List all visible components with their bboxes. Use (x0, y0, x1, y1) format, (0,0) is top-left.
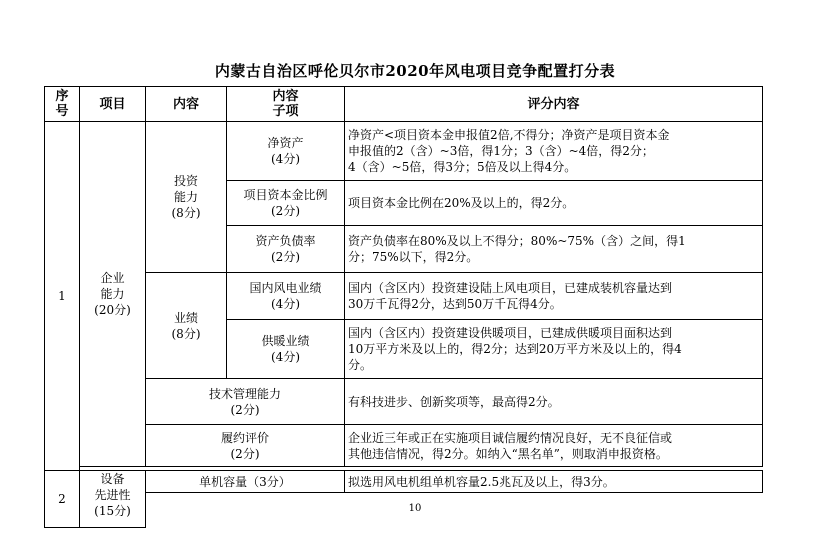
sub-wind-performance: 国内风电业绩 (4分) (227, 273, 345, 320)
project-equipment: 设备 先进性 (15分) (80, 471, 146, 528)
table-row (45, 273, 763, 320)
content-performance: 业绩 (8分) (146, 273, 227, 379)
score-unit-capacity: 拟选用风电机组单机容量2.5兆瓦及以上，得3分。 (345, 471, 763, 493)
header-project: 项目 (80, 87, 146, 122)
header-score: 评分内容 (345, 87, 763, 122)
table-row (45, 122, 763, 181)
content-tech-management: 技术管理能力 (2分) (146, 379, 345, 425)
content-investment: 投资 能力 (8分) (146, 122, 227, 273)
score-net-assets: 净资产<项目资本金申报值2倍,不得分；净资产是项目资本金 申报值的2（含）~3倍，得1分；3（含）~4倍，得2分； 4（含）~5倍，得3分；5倍及以上得4分。 (345, 122, 763, 181)
page-number: 10 (408, 503, 422, 514)
content-unit-capacity: 单机容量（3分） (146, 471, 345, 493)
seq-1: 1 (45, 122, 80, 471)
sub-debt-ratio: 资产负债率 (2分) (227, 226, 345, 273)
score-debt-ratio: 资产负债率在80%及以上不得分；80%~75%（含）之间，得1 分；75%以下，得2分。 (345, 226, 763, 273)
sub-heating-performance: 供暖业绩 (4分) (227, 320, 345, 379)
table-row (45, 425, 763, 467)
score-contract: 企业近三年或正在实施项目诚信履约情况良好，无不良征信或 其他违信情况，得2分。如纳入“黑名单”，则取消申报资格。 (345, 425, 763, 467)
sub-net-assets: 净资产 (4分) (227, 122, 345, 181)
scoring-table (44, 86, 763, 528)
table-row (45, 379, 763, 425)
project-enterprise: 企业 能力 (20分) (80, 122, 146, 467)
document-title: 内蒙古自治区呼伦贝尔市2020年风电项目竞争配置打分表 (214, 62, 616, 80)
seq-2: 2 (45, 471, 80, 528)
sub-capital-ratio: 项目资本金比例 (2分) (227, 181, 345, 226)
header-content: 内容 (146, 87, 227, 122)
score-capital-ratio: 项目资本金比例在20%及以上的，得2分。 (345, 181, 763, 226)
score-wind-performance: 国内（含区内）投资建设陆上风电项目，已建成装机容量达到 30万千瓦得2分，达到50万千瓦得4分。 (345, 273, 763, 320)
header-row (45, 87, 763, 122)
table-row (45, 471, 763, 493)
score-tech-management: 有科技进步、创新奖项等，最高得2分。 (345, 379, 763, 425)
score-heating-performance: 国内（含区内）投资建设供暖项目，已建成供暖项目面积达到 10万平方米及以上的，得2分；达到20万平方米及以上的，得4 分。 (345, 320, 763, 379)
header-subitem: 内容 子项 (227, 87, 345, 122)
content-contract: 履约评价 (2分) (146, 425, 345, 467)
header-seq: 序 号 (45, 87, 80, 122)
